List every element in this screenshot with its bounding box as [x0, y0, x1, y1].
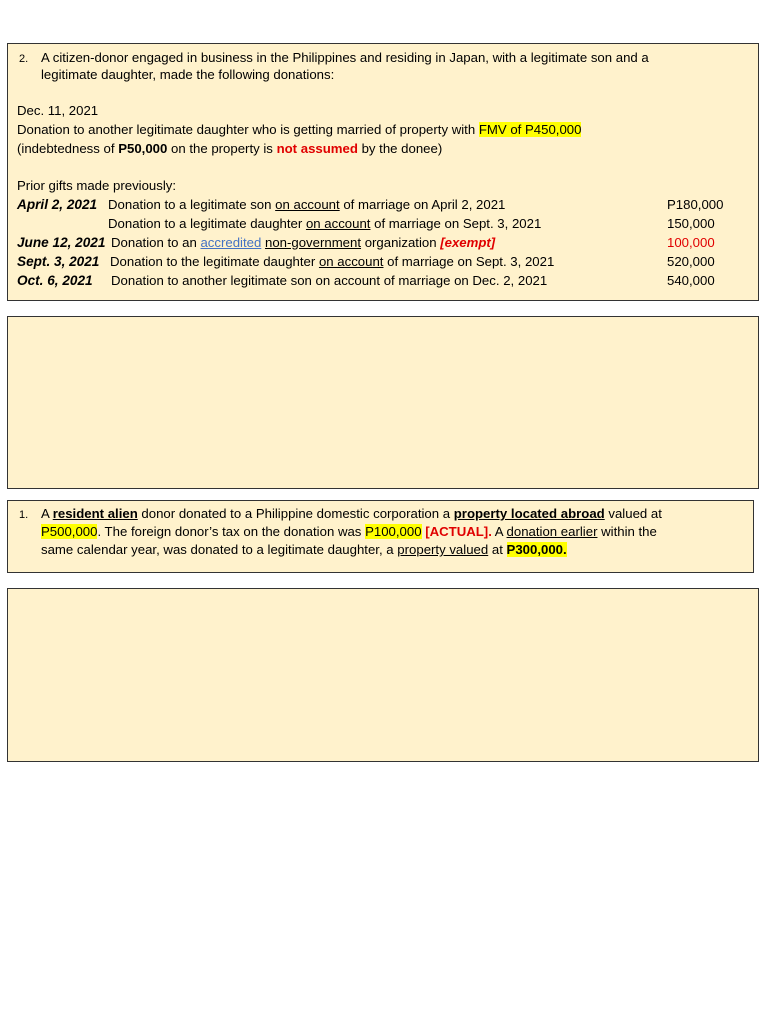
gift-description	[110, 253, 554, 270]
gift-text-2: organization	[361, 235, 441, 250]
indebtedness-text-3: by the donee)	[357, 141, 443, 156]
text: valued at	[604, 506, 662, 521]
answer-box-1	[7, 588, 759, 762]
gift-amount: 100,000	[667, 235, 715, 250]
property-valued-text: property valued	[397, 542, 489, 557]
gift-amount: 540,000	[667, 273, 715, 288]
prior-gifts-heading: Prior gifts made previously:	[17, 178, 177, 193]
property-abroad-text: property located abroad	[453, 506, 605, 521]
gift-description: Donation to another legitimate son on account of marriage on Dec. 2, 2021	[111, 273, 548, 288]
problem-number: 2.	[19, 53, 29, 65]
text: A	[41, 506, 53, 521]
donation-text: Donation to another legitimate daughter who is getting married of property with	[17, 122, 479, 137]
text: . The foreign donor’s tax on the donation was	[97, 524, 366, 539]
accredited-text: accredited	[200, 235, 262, 250]
on-account-text: on account	[275, 197, 340, 212]
text: same calendar year, was donated to a legitimate daughter, a	[41, 542, 398, 557]
text: donor donated to a Philippine domestic corporation a	[137, 506, 454, 521]
indebtedness-text-2: on the property is	[167, 141, 277, 156]
gift-description	[108, 196, 505, 213]
on-account-text: on account	[305, 216, 371, 231]
gift-text-2: of marriage on Sept. 3, 2021	[370, 216, 542, 231]
text: A	[491, 524, 507, 539]
not-assumed: not assumed	[276, 141, 358, 156]
intro-line-1: A citizen-donor engaged in business in the Philippines and residing in Japan, with a legitimate son and a	[41, 50, 649, 65]
problem-1-box	[7, 500, 754, 573]
gift-date: Oct. 6, 2021	[17, 273, 93, 288]
gift-date: June 12, 2021	[17, 235, 106, 250]
gift-text: Donation to the legitimate daughter	[110, 254, 319, 269]
value-highlight: P500,000	[41, 524, 98, 539]
tax-highlight: P100,000	[365, 524, 422, 539]
gift-text: Donation to a legitimate son	[108, 197, 276, 212]
exempt-label: [exempt]	[440, 235, 496, 250]
problem-1-line-1	[41, 505, 662, 522]
fmv-highlight: FMV of P450,000	[478, 122, 582, 137]
gift-date: April 2, 2021	[17, 197, 98, 212]
problem-number: 1.	[19, 509, 29, 521]
value2-highlight: P300,000.	[506, 542, 567, 557]
indebtedness-amount: P50,000	[118, 141, 168, 156]
indebtedness-line	[17, 140, 442, 157]
actual-label: [ACTUAL].	[421, 524, 492, 539]
indebtedness-text: (indebtedness of	[17, 141, 119, 156]
problem-2-box	[7, 43, 759, 301]
gift-description	[108, 215, 541, 232]
gift-description	[111, 234, 495, 251]
donation-earlier-text: donation earlier	[506, 524, 598, 539]
answer-box-2	[7, 316, 759, 489]
gift-amount: P180,000	[667, 197, 724, 212]
non-government-text: non-government	[264, 235, 362, 250]
gift-text-2: of marriage on Sept. 3, 2021	[383, 254, 555, 269]
gift-text: Donation to an	[111, 235, 201, 250]
resident-alien-text: resident alien	[52, 506, 138, 521]
problem-1-line-3	[41, 541, 567, 558]
problem-1-line-2	[41, 523, 657, 540]
donation-line	[17, 121, 581, 138]
text: at	[488, 542, 507, 557]
gift-date: Sept. 3, 2021	[17, 254, 100, 269]
gift-text-2: of marriage on April 2, 2021	[339, 197, 506, 212]
gift-amount: 150,000	[667, 216, 715, 231]
gift-text: Donation to a legitimate daughter	[108, 216, 306, 231]
on-account-text: on account	[318, 254, 384, 269]
gift-amount: 520,000	[667, 254, 715, 269]
donation-date: Dec. 11, 2021	[17, 103, 99, 118]
text: within the	[597, 524, 657, 539]
intro-line-2: legitimate daughter, made the following donations:	[41, 67, 335, 82]
